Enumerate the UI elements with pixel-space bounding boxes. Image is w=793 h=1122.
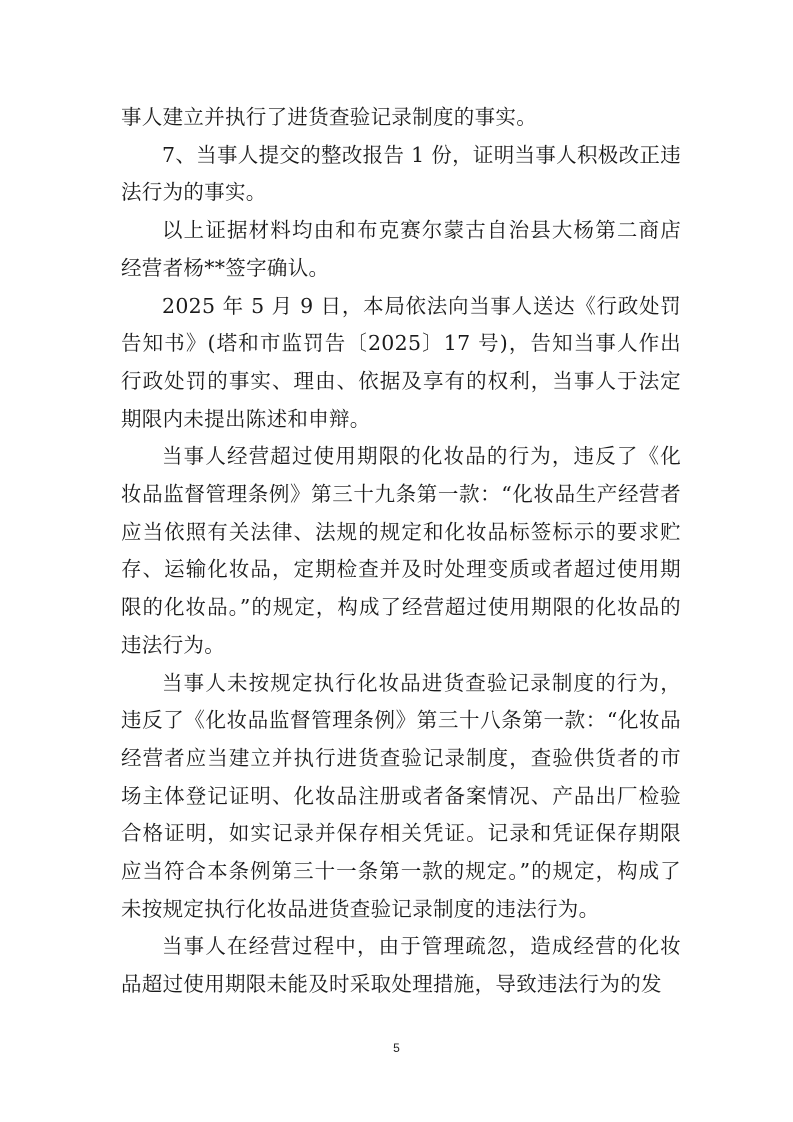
document-body <box>121 99 681 1004</box>
page-number: 5 <box>393 1041 400 1055</box>
paragraph-violation-records: 当事人未按规定执行化妆品进货查验记录制度的行为，违反了《化妆品监督管理条例》第三十八条第一款：“化妆品经营者应当建立并执行进货查验记录制度，查验供货者的市场主体登记证明、化妆品注册或者备案情况、产品出厂检验合格证明，如实记录并保存相关凭证。记录和凭证保存期限应当符合本条例第三十一条第一款的规定。”的规定，构成了未按规定执行化妆品进货查验记录制度的违法行为。 <box>121 670 681 921</box>
paragraph-notice-delivery: 2025 年 5 月 9 日，本局依法向当事人送达《行政处罚告知书》(塔和市监罚告〔2025〕17 号)，告知当事人作出行政处罚的事实、理由、依据及享有的权利，当事人于法定期限内未提出陈述和申辩。 <box>121 293 681 431</box>
paragraph-continuation: 事人建立并执行了进货查验记录制度的事实。 <box>121 105 537 129</box>
paragraph-evidence-confirmation: 以上证据材料均由和布克赛尔蒙古自治县大杨第二商店经营者杨**签字确认。 <box>121 218 681 280</box>
paragraph-violation-expired: 当事人经营超过使用期限的化妆品的行为，违反了《化妆品监督管理条例》第三十九条第一款：“化妆品生产经营者应当依照有关法律、法规的规定和化妆品标签标示的要求贮存、运输化妆品，定期检查并及时处理变质或者超过使用期限的化妆品。”的规定，构成了经营超过使用期限的化妆品的违法行为。 <box>121 444 681 657</box>
paragraph-circumstances: 当事人在经营过程中，由于管理疏忽，造成经营的化妆品超过使用期限未能及时采取处理措施，导致违法行为的发 <box>121 934 681 997</box>
paragraph-evidence-7: 7、当事人提交的整改报告 1 份，证明当事人积极改正违法行为的事实。 <box>121 142 681 205</box>
